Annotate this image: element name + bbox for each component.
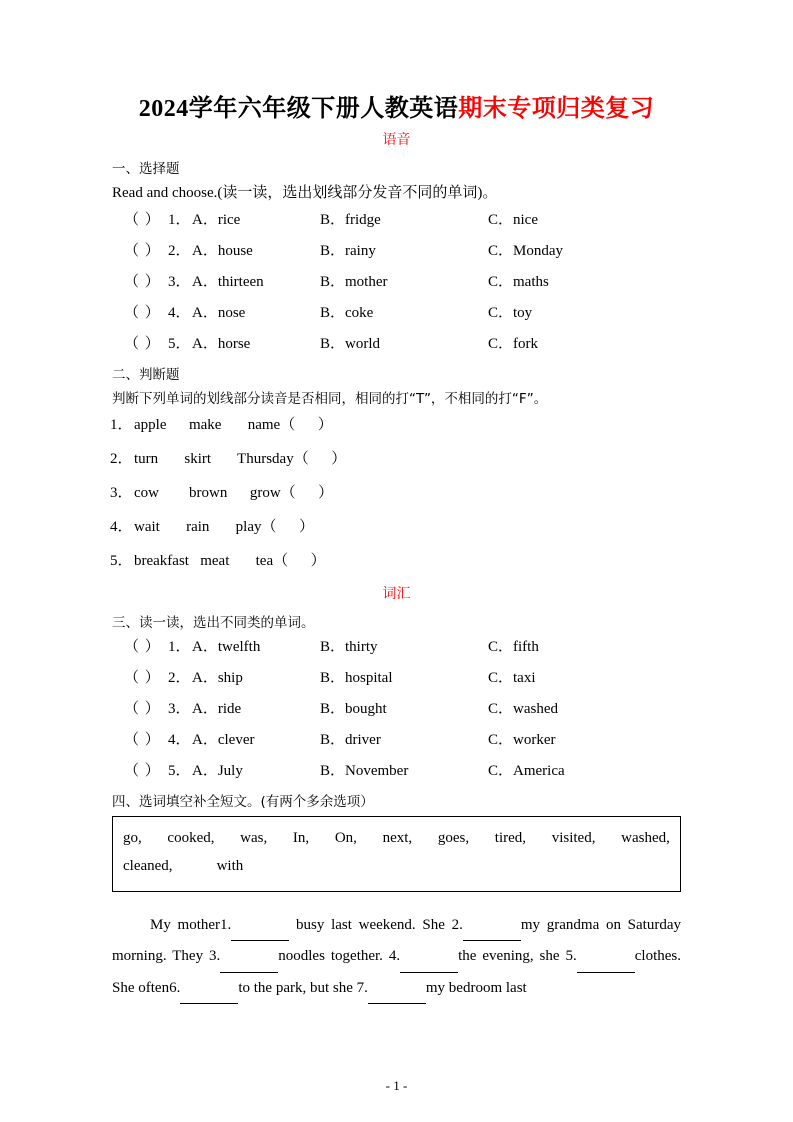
option-b: B．bought [320,701,387,717]
option-c: C．worker [488,732,556,748]
option-a: A．house [192,243,253,259]
option-b: B．mother [320,274,388,290]
list-item [110,447,731,468]
table-row [124,270,731,291]
option-c: C．America [488,763,565,779]
question-number: 4． [168,305,191,321]
blank-2[interactable] [463,925,521,941]
part1-label: 一、选择题 [112,161,180,177]
blank-4[interactable] [400,957,458,973]
question-number: 1． [168,639,191,655]
table-row [124,759,731,780]
question-number: 5． [168,336,191,352]
answer-paren[interactable]: （ ） [124,212,161,228]
table-row [124,635,731,656]
item-number: 5． [110,553,133,569]
option-a: A．rice [192,212,241,228]
item-text[interactable]: turn skirt Thursday（ ） [134,451,347,467]
option-a: A．horse [192,336,251,352]
section-heading-vocabulary: 词汇 [382,586,411,602]
part2-instruction: 判断下列单词的划线部分读音是否相同，相同的打“T”，不相同的打“F”。 [112,391,548,407]
option-c: C．fork [488,336,538,352]
option-a: A．thirteen [192,274,264,290]
item-number: 3． [110,485,133,501]
word-bank-item: cooked, [167,830,215,846]
answer-paren[interactable]: （ ） [124,763,161,779]
option-a: A．nose [192,305,246,321]
passage-text-5: noodles together. 4. [278,948,401,964]
answer-paren[interactable]: （ ） [124,732,161,748]
option-b: B．rainy [320,243,376,259]
item-text[interactable]: breakfast meat tea（ ） [134,553,326,569]
answer-paren[interactable]: （ ） [124,305,161,321]
item-number: 1． [110,417,133,433]
question-number: 2． [168,243,191,259]
option-b: B．hospital [320,670,393,686]
list-item [110,481,731,502]
page-number: - 1 - [385,1078,408,1093]
word-bank-item: visited, [551,830,596,846]
question-number: 3． [168,701,191,717]
passage-text-7: 5. [565,948,577,964]
blank-6[interactable] [180,988,238,1004]
item-number: 2． [110,451,133,467]
word-bank-item: next, [382,830,413,846]
blank-5[interactable] [577,957,635,973]
table-row [124,332,731,353]
option-b: B．thirty [320,639,378,655]
word-bank-item: In, [292,830,310,846]
passage-text-1: My mother1. [150,916,232,933]
item-text[interactable]: apple make name（ ） [134,417,333,433]
table-row [124,239,731,260]
passage-text-3: my grandma on [520,916,621,933]
blank-1[interactable] [231,925,289,941]
question-number: 3． [168,274,191,290]
option-c: C．fifth [488,639,539,655]
option-b: B．coke [320,305,374,321]
passage-text-6: the evening, she [458,948,560,964]
part3-label: 三、读一读，选出不同类的单词。 [112,615,315,631]
table-row [124,728,731,749]
word-bank-item: was, [240,830,268,846]
passage-text-8: clothes. She often6. [112,948,681,996]
item-text[interactable]: wait rain play（ ） [134,519,314,535]
word-bank-line-1 [123,825,670,853]
option-b: B．driver [320,732,381,748]
option-b: B．fridge [320,212,381,228]
word-bank-item: go, [123,830,142,846]
passage-text-10: my bedroom last [425,979,527,996]
word-bank-item: cleaned, [123,857,173,874]
option-a: A．July [192,763,243,779]
list-item [110,549,731,570]
option-c: C．Monday [488,243,564,259]
title-red-part: 期末专项归类复习 [458,96,655,122]
option-c: C．toy [488,305,533,321]
item-number: 4． [110,519,133,535]
option-a: A．ride [192,701,242,717]
word-bank-item: tired, [494,830,527,846]
list-item [110,413,731,434]
passage-text-9: to the park, but she 7. [238,979,368,996]
word-bank-line-2 [123,853,670,881]
answer-paren[interactable]: （ ） [124,670,161,686]
list-item [110,515,731,536]
word-bank-item: washed, [621,830,670,846]
answer-paren[interactable]: （ ） [124,336,161,352]
passage-text-2: busy last weekend. She 2. [296,916,463,933]
word-bank-item: with [216,857,244,874]
title-black-part: 2024学年六年级下册人教英语 [138,96,459,122]
table-row [124,301,731,322]
option-c: C．nice [488,212,538,228]
item-text[interactable]: cow brown grow（ ） [134,485,334,501]
word-bank-item: On, [334,830,357,846]
part2-label: 二、判断题 [112,367,180,383]
answer-paren[interactable]: （ ） [124,274,161,290]
passage-text-4: Saturday morning. They 3. [112,916,681,964]
question-number: 2． [168,670,191,686]
word-bank [112,816,681,892]
question-number: 4． [168,732,191,748]
answer-paren[interactable]: （ ） [124,639,161,655]
option-a: A．ship [192,670,243,686]
part4-label: 四、选词填空补全短文。(有两个多余选项） [112,794,374,810]
option-b: B．world [320,336,381,352]
question-number: 1． [168,212,191,228]
option-a: A．clever [192,732,255,748]
word-bank-item: goes, [437,830,470,846]
answer-paren[interactable]: （ ） [124,701,161,717]
part1-instruction: Read and choose.(读一读，选出划线部分发音不同的单词)。 [112,185,498,201]
table-row [124,208,731,229]
option-a: A．twelfth [192,639,261,655]
answer-paren[interactable]: （ ） [124,243,161,259]
section-heading-phonetics: 语音 [382,132,411,148]
option-c: C．washed [488,701,558,717]
page-title [62,88,731,123]
option-c: C．taxi [488,670,536,686]
question-number: 5． [168,763,191,779]
blank-3[interactable] [220,957,278,973]
option-c: C．maths [488,274,549,290]
option-b: B．November [320,763,409,779]
cloze-passage [112,910,681,1005]
table-row [124,666,731,687]
blank-7[interactable] [368,988,426,1004]
table-row [124,697,731,718]
